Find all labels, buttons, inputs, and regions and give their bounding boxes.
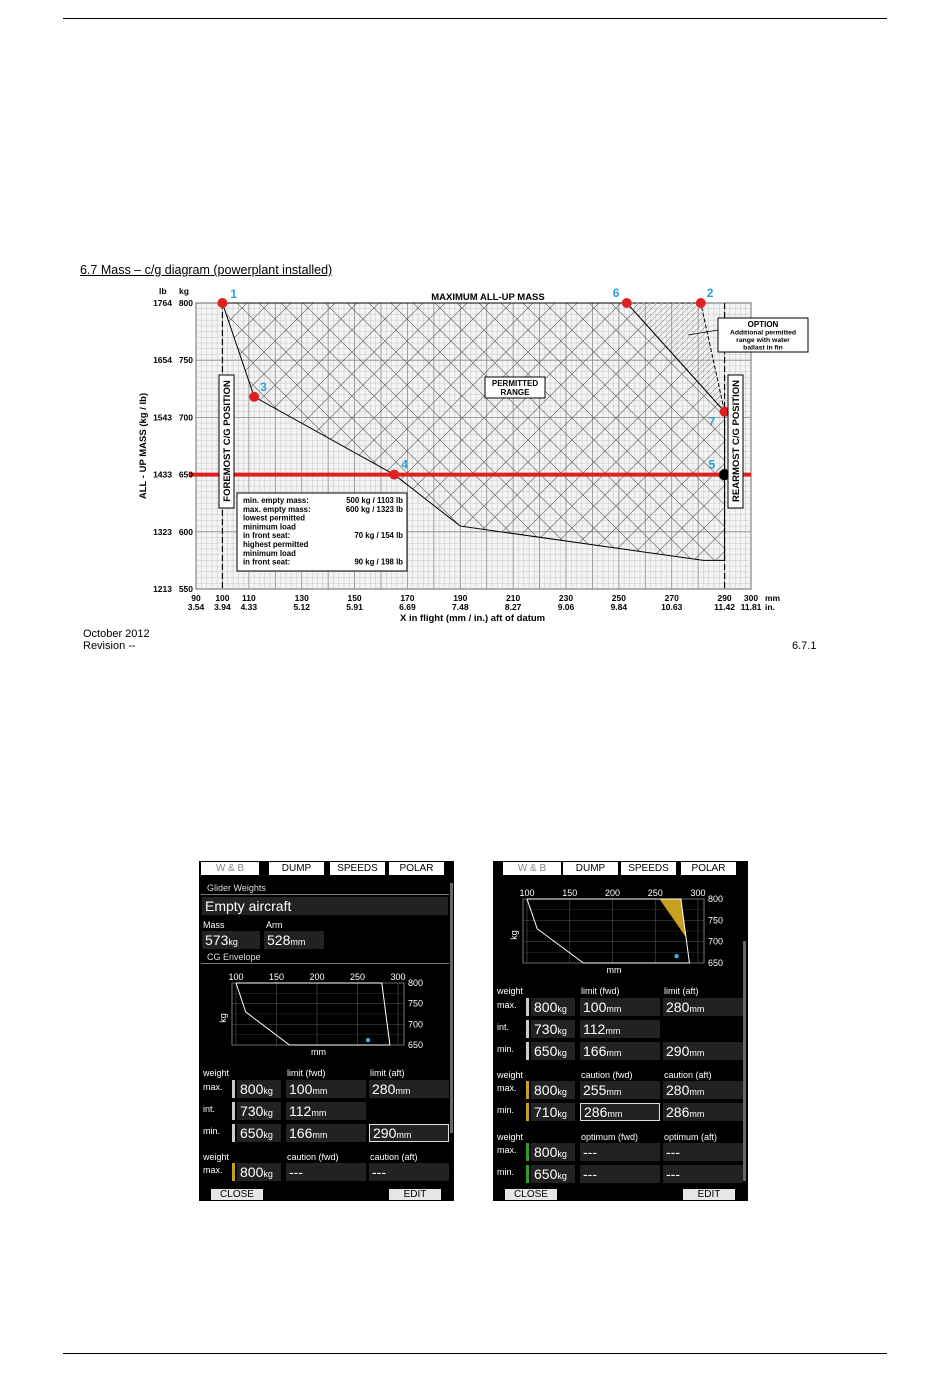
limit-fwd-min-value: 166 [289, 1125, 313, 1141]
limit-aft-min-field[interactable] [369, 1124, 449, 1142]
caution-weight-field[interactable] [237, 1163, 281, 1181]
col-header-optimum-fwd: optimum (fwd) [581, 1132, 639, 1142]
row-label-min: min. [497, 1044, 515, 1054]
arm-unit: mm [290, 937, 306, 947]
edit-button[interactable]: EDIT [683, 1189, 735, 1200]
y-tick-lb: 1323 [153, 526, 172, 537]
tab-dump[interactable]: DUMP [563, 862, 618, 875]
limit-fwd-int-value: 112 [583, 1021, 606, 1037]
arm-label: Arm [266, 920, 283, 930]
cg-envelope-chart [199, 965, 454, 1065]
option-label: Additional permitted [729, 329, 797, 337]
caution-weight-value: 800 [240, 1164, 264, 1180]
row-label-min: min. [497, 1105, 515, 1115]
y-tick-kg: 700 [178, 412, 193, 423]
tab-wb[interactable]: W & B [201, 862, 259, 875]
limit-fwd-int-field[interactable] [286, 1102, 366, 1120]
x-tick-in: 10.63 [661, 602, 683, 612]
col-header-weight: weight [203, 1152, 230, 1162]
point-label: 4 [401, 457, 408, 472]
mini-x-tick: 100 [519, 888, 535, 898]
limit-aft-max-value: 280 [372, 1081, 396, 1097]
x-tick-mm: 250 [611, 593, 626, 603]
limit-aft-max-field[interactable] [663, 998, 743, 1016]
unit-mm: mm [395, 1086, 411, 1096]
point-marker [622, 298, 632, 308]
col-header-caution-fwd: caution (fwd) [287, 1152, 339, 1162]
unit-kg: kg [263, 1086, 273, 1096]
limit-fwd-max-value: 100 [583, 999, 607, 1015]
tab-polar[interactable]: POLAR [681, 862, 736, 875]
arm-field[interactable] [264, 931, 324, 949]
note-label: minimum load [243, 522, 296, 532]
caution-aft-field[interactable]: --- [369, 1163, 449, 1181]
point-label: 2 [706, 286, 714, 300]
unit-kg: kg [263, 1108, 273, 1118]
caution-fwd-field[interactable]: --- [286, 1163, 366, 1181]
limit-bar [526, 1020, 529, 1038]
x-tick-mm: 270 [664, 593, 679, 603]
close-button[interactable]: CLOSE [211, 1189, 263, 1200]
col-header-caution-aft: caution (aft) [370, 1152, 418, 1162]
mini-x-tick: 150 [268, 972, 285, 982]
y-tick-kg: 800 [178, 298, 193, 308]
limit-aft-max-field[interactable] [369, 1080, 449, 1098]
limit-fwd-int-field[interactable] [580, 1020, 660, 1038]
y-tick-kg: 600 [178, 526, 193, 537]
unit-mm: mm [689, 1087, 705, 1097]
y-tick-lb: 1654 [153, 355, 172, 366]
limit-aft-max-value: 280 [666, 999, 690, 1015]
mass-cg-diagram [0, 0, 950, 640]
mini-y-label: kg [509, 930, 519, 940]
x-tick-mm: 290 [717, 593, 732, 603]
rearmost-label: REARMOST C/G POSITION [731, 380, 742, 502]
row-label-min: min. [203, 1126, 221, 1136]
note-label: minimum load [243, 548, 296, 558]
limit-bar [232, 1124, 235, 1142]
tab-bar [199, 861, 454, 876]
row-label-max: max. [203, 1165, 223, 1175]
aircraft-select[interactable]: Empty aircraft [202, 897, 448, 915]
unit-mm: mm [606, 1048, 622, 1058]
foremost-label: FOREMOST C/G POSITION [222, 380, 233, 502]
mini-x-tick: 150 [562, 888, 578, 898]
col-header-limit-fwd: limit (fwd) [287, 1068, 326, 1078]
tab-bar [493, 861, 748, 876]
y-tick-kg: 550 [178, 584, 193, 594]
note-label: highest permitted [243, 540, 309, 549]
caution-aft-min-value: 286 [666, 1104, 690, 1120]
unit-kg: kg [557, 1048, 567, 1058]
caution-fwd-max-field[interactable] [580, 1081, 660, 1099]
y-tick-lb: 1543 [153, 412, 172, 423]
weight-max-value: 800 [534, 999, 558, 1015]
optimum-weight-min-field[interactable] [531, 1165, 575, 1183]
mini-y-label: kg [218, 1013, 228, 1023]
y-tick-lb: 1213 [153, 584, 172, 594]
divider [201, 963, 449, 964]
limit-fwd-max-field[interactable] [286, 1080, 366, 1098]
cg-envelope-heading: CG Envelope [207, 952, 261, 962]
x-tick-in: 11.81 [740, 602, 762, 612]
unit-mm: mm [607, 1109, 623, 1119]
x-tick-in: 3.94 [214, 602, 231, 612]
limit-fwd-max-field[interactable] [580, 998, 660, 1016]
x-unit-in: in. [765, 602, 775, 612]
limit-aft-min-value: 290 [373, 1125, 397, 1141]
row-label-max: max. [497, 1083, 517, 1093]
x-tick-in: 8.27 [504, 602, 522, 612]
col-header-limit-aft: limit (aft) [370, 1068, 405, 1078]
point-label: 6 [612, 286, 620, 300]
x-tick-mm: 170 [400, 593, 415, 603]
note-label: lowest permitted [243, 513, 305, 523]
point-label: 1 [230, 287, 238, 301]
device-screen-left [199, 861, 454, 1201]
unit-mm: mm [396, 1130, 412, 1140]
note-value: 90 kg / 198 lb [354, 557, 403, 567]
optimum-bar [526, 1143, 529, 1161]
x-unit-mm: mm [765, 593, 781, 603]
mini-x-tick: 200 [604, 888, 621, 898]
divider [201, 894, 449, 895]
caution-aft-max-value: 280 [666, 1082, 690, 1098]
mass-value: 573 [205, 932, 229, 948]
optimum-bar [526, 1165, 529, 1183]
caution-weight-min-value: 710 [534, 1104, 558, 1120]
limit-fwd-min-field[interactable] [580, 1042, 660, 1060]
x-tick-mm: 300 [743, 593, 759, 603]
x-tick-in: 5.12 [293, 602, 310, 612]
section-title: 6.7 Mass – c/g diagram (powerplant installed) [80, 263, 333, 277]
unit-mm: mm [312, 1130, 328, 1140]
point-marker [389, 470, 399, 480]
caution-aft-min-field[interactable] [663, 1103, 743, 1121]
unit-kg: kg [263, 1130, 273, 1140]
caution-bar [232, 1163, 235, 1181]
col-header-weight: weight [203, 1068, 230, 1078]
caution-weight-max-value: 800 [534, 1082, 558, 1098]
tab-dump[interactable]: DUMP [269, 862, 324, 875]
limit-fwd-min-value: 166 [583, 1043, 607, 1059]
x-tick-mm: 130 [294, 593, 309, 603]
limit-bar [232, 1102, 235, 1120]
mass-field[interactable] [202, 931, 260, 949]
col-header-limit-aft: limit (aft) [664, 986, 699, 996]
unit-mm: mm [689, 1109, 705, 1119]
mass-unit: kg [228, 937, 238, 947]
arm-value: 528 [267, 932, 291, 948]
y-tick-kg: 650 [178, 469, 193, 480]
x-tick-in: 5.91 [346, 602, 363, 612]
caution-fwd-min-value: 286 [584, 1104, 608, 1120]
note-value: 500 kg / 1103 lb [346, 496, 403, 505]
limit-fwd-min-field[interactable] [286, 1124, 366, 1142]
unit-kg: kg [557, 1109, 567, 1119]
col-header-weight: weight [497, 986, 524, 996]
col-header-weight: weight [497, 1132, 524, 1142]
weight-min-field[interactable] [531, 1042, 575, 1060]
x-tick-mm: 230 [558, 593, 574, 603]
tab-wb[interactable]: W & B [503, 862, 561, 875]
limit-aft-min-field[interactable] [663, 1042, 743, 1060]
unit-mm: mm [606, 1004, 622, 1014]
x-tick-in: 9.84 [610, 602, 628, 612]
col-header-caution-aft: caution (aft) [664, 1070, 712, 1080]
weight-int-field[interactable] [531, 1020, 575, 1038]
col-header-weight: weight [497, 1070, 524, 1080]
unit-mm: mm [689, 1048, 705, 1058]
unit-kg: kg [557, 1149, 567, 1159]
option-label: range with water [736, 337, 790, 344]
x-tick-mm: 210 [506, 593, 521, 603]
col-header-optimum-aft: optimum (aft) [664, 1132, 718, 1142]
footer-revision: Revision -- [83, 640, 136, 652]
point-marker [696, 298, 706, 308]
weight-int-field[interactable] [237, 1102, 281, 1120]
unit-kg: kg [557, 1026, 567, 1036]
unit-mm: mm [605, 1026, 621, 1036]
device-screen-right [493, 861, 748, 1201]
footer-left [83, 628, 150, 652]
weight-min-value: 650 [240, 1125, 264, 1141]
x-tick-mm: 190 [453, 593, 468, 603]
caution-weight-min-field[interactable] [531, 1103, 575, 1121]
note-label: min. empty mass: [243, 496, 309, 505]
permitted-range-label: RANGE [500, 388, 530, 397]
weight-max-field[interactable] [237, 1080, 281, 1098]
mass-label: Mass [203, 920, 225, 930]
option-label: ballast in fin [743, 344, 783, 352]
weight-int-value: 730 [240, 1103, 264, 1119]
limit-bar [526, 998, 529, 1016]
caution-bar [526, 1081, 529, 1099]
x-tick-in: 3.54 [187, 602, 205, 612]
mini-y-tick: 750 [708, 915, 724, 926]
mini-y-tick: 800 [708, 894, 724, 904]
footer-date: October 2012 [83, 628, 150, 640]
x-tick-in: 9.06 [557, 602, 575, 612]
permitted-range-label: PERMITTED [491, 379, 539, 388]
cg-envelope-chart [493, 881, 748, 981]
cg-dot [674, 954, 678, 958]
unit-mm: mm [606, 1087, 622, 1097]
point-marker [217, 298, 227, 308]
mini-x-label: mm [606, 965, 622, 975]
scrollbar[interactable] [450, 883, 453, 1133]
caution-weight-max-field[interactable] [531, 1081, 575, 1099]
point-label: 7 [708, 414, 716, 429]
mini-x-tick: 300 [390, 972, 406, 982]
unit-kg: kg [557, 1087, 567, 1097]
unit-mm: mm [311, 1108, 327, 1118]
row-label-max: max. [497, 1000, 517, 1010]
caution-fwd-max-value: 255 [583, 1082, 607, 1098]
footer-rule [63, 1353, 887, 1354]
x-tick-in: 6.69 [399, 602, 416, 612]
x-tick-mm: 110 [241, 593, 256, 603]
limit-fwd-int-value: 112 [289, 1103, 312, 1119]
y-tick-lb: 1433 [153, 469, 172, 480]
scrollbar[interactable] [743, 941, 746, 1181]
col-header-caution-fwd: caution (fwd) [581, 1070, 633, 1080]
caution-aft-max-field[interactable] [663, 1081, 743, 1099]
unit-kg: kg [557, 1171, 567, 1181]
x-tick-in: 7.48 [452, 602, 469, 612]
weight-int-value: 730 [534, 1021, 558, 1037]
row-label-max: max. [497, 1145, 517, 1155]
weight-max-value: 800 [240, 1081, 264, 1097]
optimum-fwd-max-field[interactable]: --- [580, 1143, 660, 1161]
limit-bar [232, 1080, 235, 1098]
footer-page-number: 6.7.1 [792, 640, 817, 652]
unit-mm: mm [689, 1004, 705, 1014]
mini-y-tick: 650 [408, 1040, 424, 1050]
tab-speeds[interactable]: SPEEDS [330, 862, 385, 875]
weight-max-field[interactable] [531, 998, 575, 1016]
weight-min-field[interactable] [237, 1124, 281, 1142]
mini-y-tick: 750 [408, 998, 424, 1009]
row-label-min: min. [497, 1167, 515, 1177]
note-value: 600 kg / 1323 lb [345, 504, 403, 514]
optimum-weight-max-field[interactable] [531, 1143, 575, 1161]
optimum-aft-min-field[interactable]: --- [663, 1165, 743, 1183]
mini-x-tick: 200 [309, 972, 325, 982]
mini-x-tick: 250 [349, 972, 366, 982]
mini-x-label: mm [311, 1047, 326, 1057]
y-axis-label: ALL - UP MASS (kg / lb) [138, 392, 149, 500]
note-value: 70 kg / 154 lb [354, 531, 403, 541]
unit-mm: mm [312, 1086, 328, 1096]
optimum-weight-max-value: 800 [534, 1144, 558, 1160]
edit-button[interactable]: EDIT [389, 1189, 441, 1200]
mini-x-tick: 300 [690, 888, 706, 898]
optimum-aft-max-field[interactable]: --- [663, 1143, 743, 1161]
note-label: in front seat: [243, 557, 291, 567]
mini-y-tick: 800 [408, 978, 424, 988]
point-marker [249, 392, 259, 402]
note-label: max. empty mass: [243, 504, 311, 514]
x-axis-label: X in flight (mm / in.) aft of datum [400, 613, 546, 624]
chart-title: MAXIMUM ALL-UP MASS [431, 292, 545, 303]
limit-aft-min-value: 290 [666, 1043, 690, 1059]
unit-kg: kg [263, 1169, 273, 1179]
x-tick-in: 11.42 [714, 602, 735, 612]
x-tick-mm: 90 [191, 593, 201, 603]
mini-y-tick: 700 [408, 1019, 424, 1030]
unit-kg: kg [557, 1004, 567, 1014]
mini-x-tick: 250 [647, 888, 663, 898]
y-tick-kg: 750 [178, 355, 193, 366]
weight-min-value: 650 [534, 1043, 558, 1059]
x-tick-in: 4.33 [240, 602, 258, 612]
cg-dot [366, 1038, 370, 1042]
row-label-int: int. [203, 1104, 216, 1114]
mini-x-tick: 100 [228, 972, 244, 982]
y-tick-lb: 1764 [153, 298, 172, 308]
col-header-limit-fwd: limit (fwd) [581, 986, 620, 996]
point-label: 3 [260, 379, 267, 394]
mini-y-tick: 650 [708, 958, 724, 968]
caution-bar [526, 1103, 529, 1121]
glider-weights-heading: Glider Weights [207, 883, 266, 893]
row-label-max: max. [203, 1082, 223, 1092]
y-unit-lb: lb [159, 286, 167, 296]
limit-fwd-max-value: 100 [289, 1081, 313, 1097]
x-tick-mm: 100 [215, 593, 230, 603]
mini-y-tick: 700 [708, 936, 724, 947]
row-label-int: int. [497, 1022, 510, 1032]
option-label: OPTION [747, 320, 779, 329]
limit-bar [526, 1042, 529, 1060]
tab-speeds[interactable]: SPEEDS [621, 862, 676, 875]
x-tick-mm: 150 [347, 593, 362, 603]
point-label: 5 [708, 457, 716, 472]
close-button[interactable]: CLOSE [505, 1189, 557, 1200]
optimum-weight-min-value: 650 [534, 1166, 558, 1182]
caution-fwd-min-field[interactable] [580, 1103, 660, 1121]
note-label: in front seat: [243, 531, 291, 541]
optimum-fwd-min-field[interactable]: --- [580, 1165, 660, 1183]
tab-polar[interactable]: POLAR [389, 862, 444, 875]
y-unit-kg: kg [179, 286, 189, 296]
